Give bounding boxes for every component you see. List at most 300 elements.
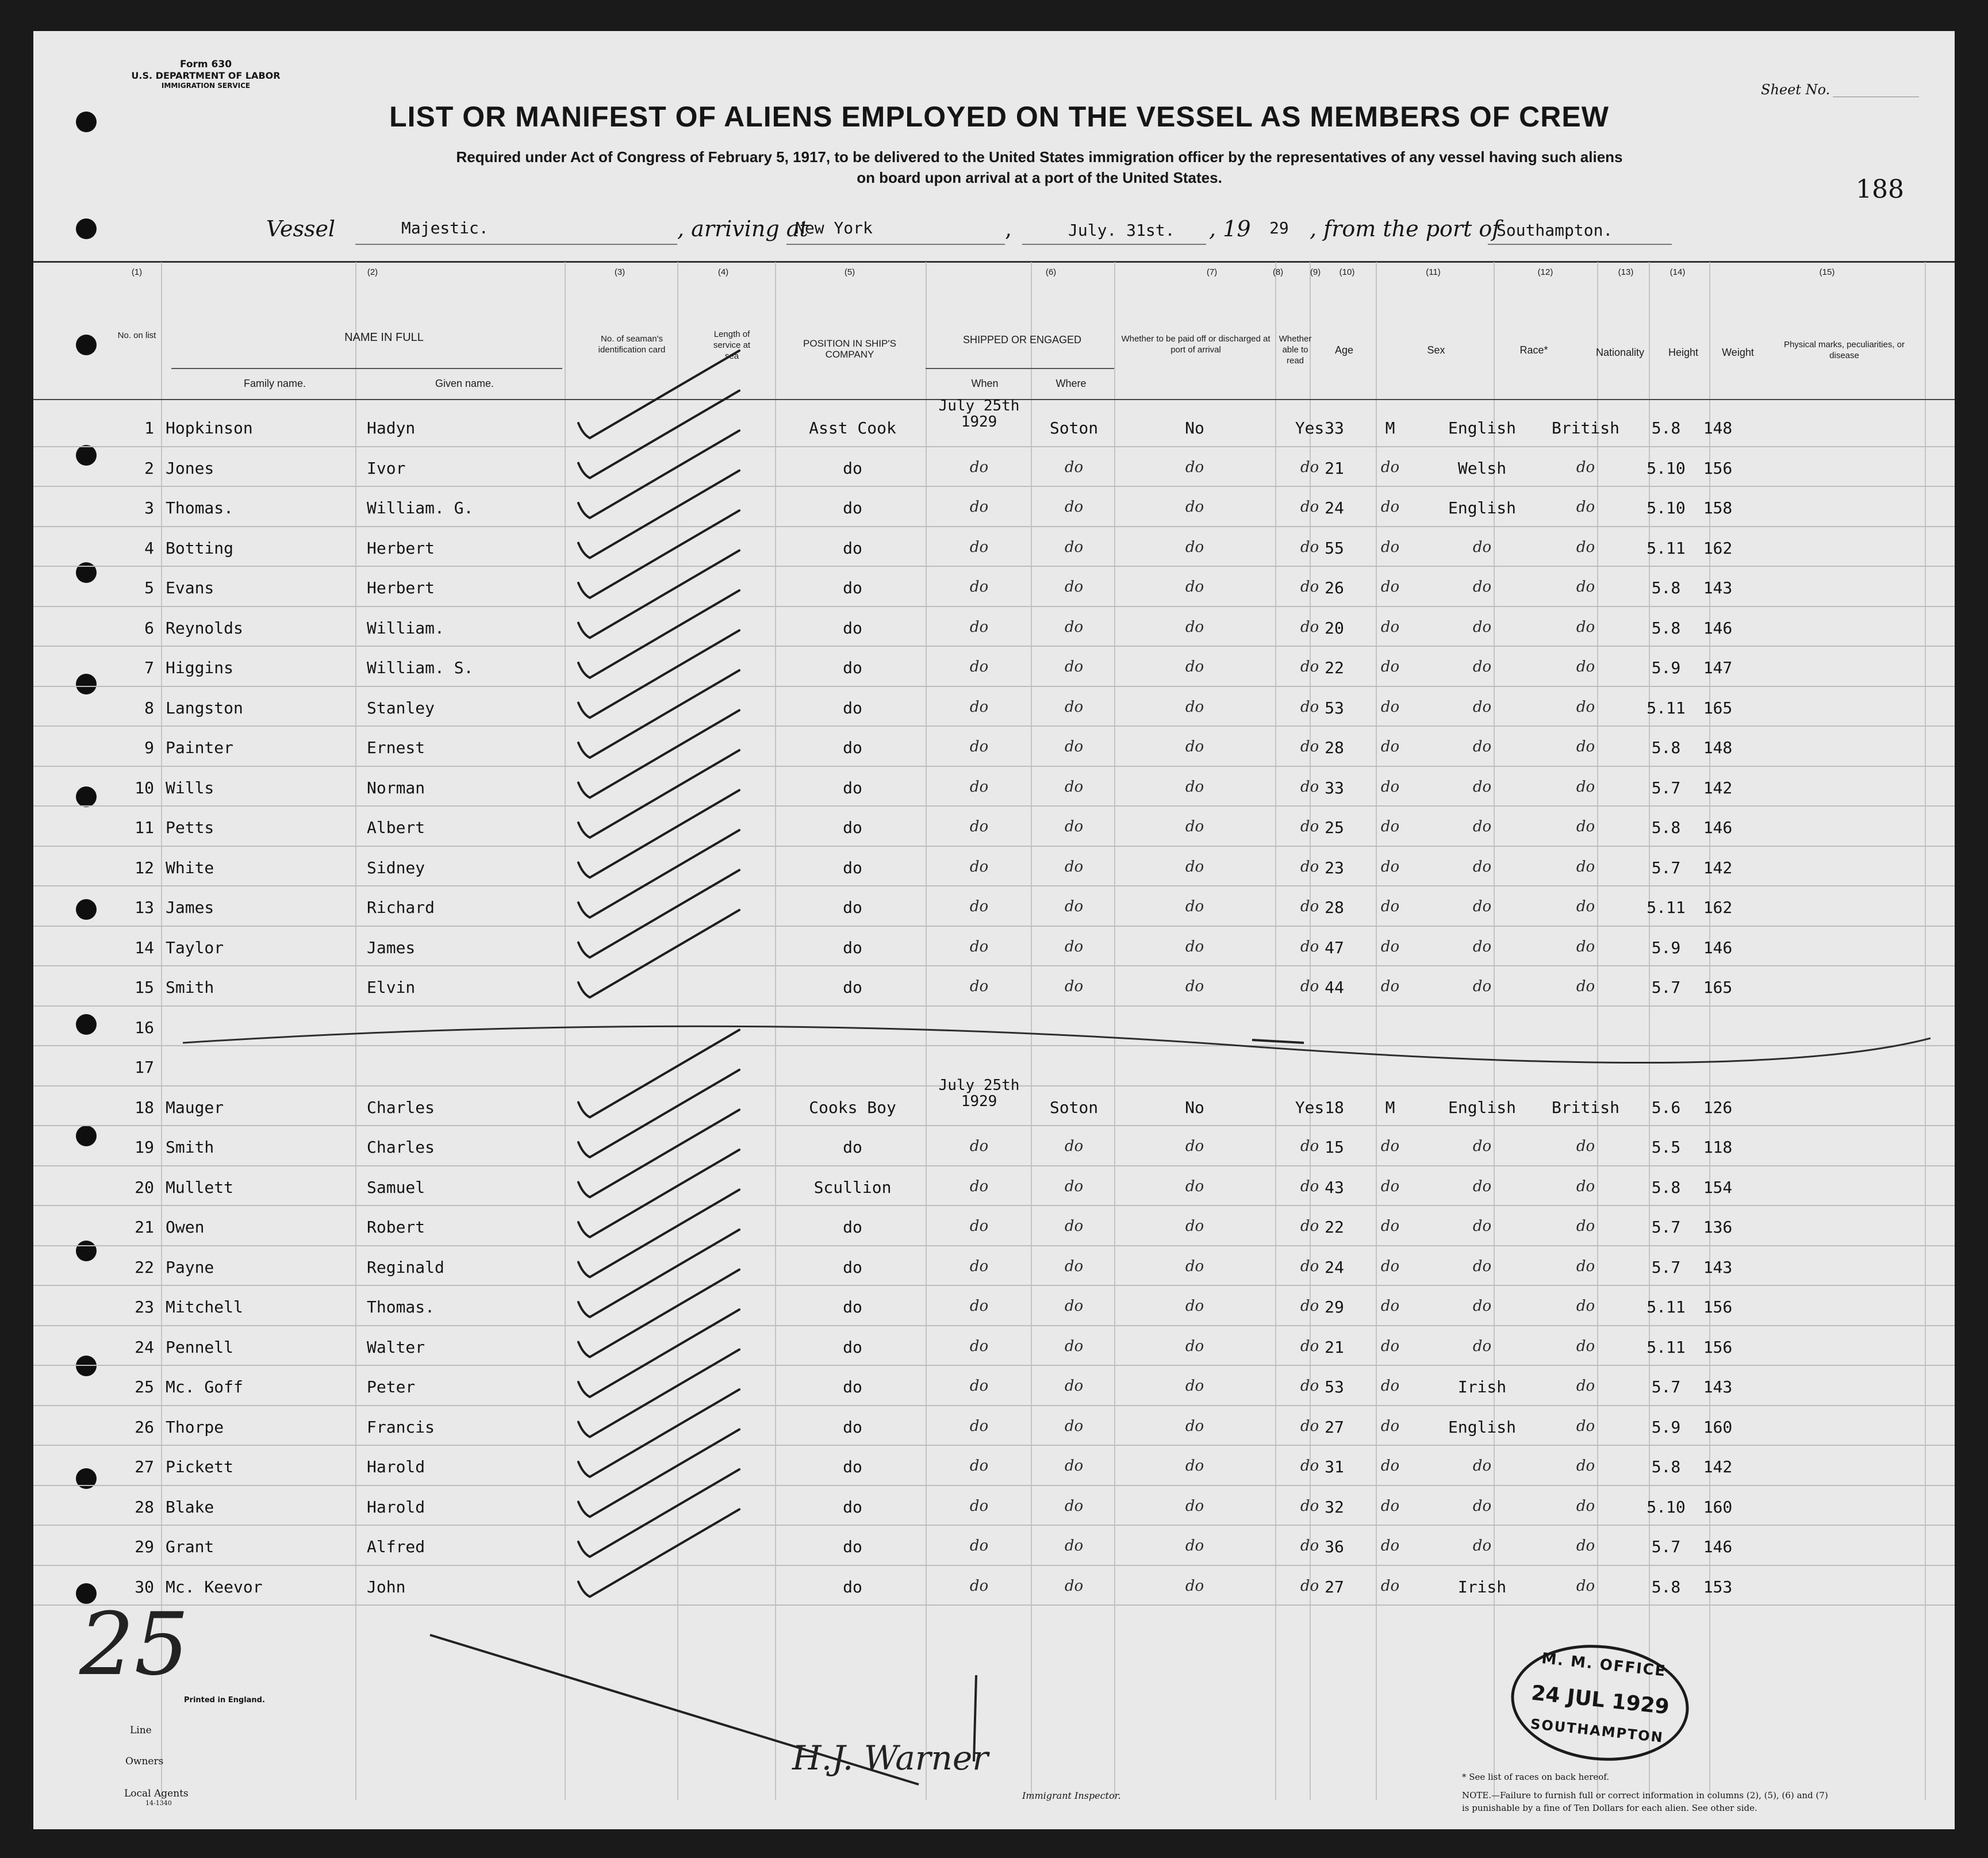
cell-family: Botting bbox=[166, 538, 234, 558]
cell-sex: do bbox=[1380, 898, 1400, 915]
cell-family: Smith bbox=[166, 1138, 214, 1157]
col-num: (8) bbox=[1272, 267, 1284, 277]
arriving-label: , arriving at bbox=[677, 216, 808, 241]
cell-given: Albert bbox=[367, 818, 425, 837]
cell-family: Hopkinson bbox=[166, 419, 253, 437]
cell-family: Mitchell bbox=[166, 1297, 243, 1316]
cell-given: Francis bbox=[367, 1417, 435, 1437]
cell-paid: do bbox=[1185, 978, 1204, 995]
cell-height: 5.10 bbox=[1647, 1497, 1686, 1517]
col-num: (12) bbox=[1537, 267, 1553, 277]
cell-sex: do bbox=[1380, 1177, 1400, 1195]
cell-weight: 126 bbox=[1703, 1097, 1733, 1117]
header-no: No. on list bbox=[117, 331, 156, 340]
cell-no: 16 bbox=[135, 1018, 154, 1037]
cell-when: do bbox=[969, 1177, 989, 1195]
cell-nat: do bbox=[1576, 498, 1595, 516]
cell-where: do bbox=[1064, 698, 1084, 716]
cell-family: Owen bbox=[166, 1218, 205, 1237]
cell-weight: 146 bbox=[1703, 938, 1733, 957]
cell-nat: do bbox=[1576, 658, 1595, 675]
cell-where: do bbox=[1064, 1537, 1084, 1554]
fine-note-2: is punishable by a fine of Ten Dollars for each alien. See other side. bbox=[1462, 1803, 1757, 1813]
cell-nat: do bbox=[1576, 458, 1595, 476]
page-title: LIST OR MANIFEST OF ALIENS EMPLOYED ON THE VESSEL AS MEMBERS OF CREW bbox=[389, 101, 1609, 133]
cell-paid: No bbox=[1185, 1097, 1204, 1117]
cell-nat: do bbox=[1576, 818, 1595, 835]
col-num: (13) bbox=[1618, 267, 1634, 277]
check-mark bbox=[578, 631, 739, 718]
cell-sex: do bbox=[1380, 1257, 1400, 1275]
cell-race: do bbox=[1472, 1537, 1492, 1554]
cell-position: do bbox=[843, 1537, 862, 1556]
col-num: (7) bbox=[1206, 267, 1218, 277]
cell-nat: do bbox=[1576, 538, 1595, 556]
sheet-number: 188 bbox=[1856, 175, 1904, 204]
check-mark bbox=[578, 670, 739, 758]
cell-read: do bbox=[1300, 1497, 1319, 1515]
cell-no: 20 bbox=[135, 1177, 154, 1197]
cell-position: do bbox=[843, 538, 862, 558]
cell-no: 27 bbox=[135, 1457, 154, 1476]
cell-read: do bbox=[1300, 578, 1319, 596]
cell-no: 4 bbox=[144, 538, 154, 558]
cell-height: 5.11 bbox=[1647, 1297, 1686, 1316]
cell-weight: 136 bbox=[1703, 1218, 1733, 1237]
cell-when: do bbox=[969, 578, 989, 596]
cell-given: Ernest bbox=[367, 738, 425, 757]
header-when: When bbox=[971, 378, 999, 389]
cell-given: Stanley bbox=[367, 698, 435, 717]
cell-where: do bbox=[1064, 818, 1084, 835]
check-mark bbox=[578, 910, 739, 997]
cell-weight: 146 bbox=[1703, 818, 1733, 837]
cell-read: do bbox=[1300, 778, 1319, 796]
stamp-date: 24 JUL 1929 bbox=[1530, 1681, 1671, 1719]
cell-family: Blake bbox=[166, 1497, 214, 1517]
cell-race: Welsh bbox=[1457, 458, 1507, 478]
check-mark bbox=[578, 1310, 739, 1397]
cell-read: do bbox=[1300, 818, 1319, 835]
cell-nat: do bbox=[1576, 578, 1595, 596]
cell-sex: do bbox=[1380, 738, 1400, 755]
cell-age: 32 bbox=[1325, 1497, 1344, 1517]
cell-weight: 165 bbox=[1703, 978, 1733, 997]
cell-age: 26 bbox=[1325, 578, 1344, 597]
cell-age: 53 bbox=[1325, 698, 1344, 717]
subtitle-line-2: on board upon arrival at a port of the United States. bbox=[857, 169, 1222, 186]
from-label: , from the port of bbox=[1310, 216, 1500, 241]
cell-paid: do bbox=[1185, 658, 1204, 675]
cell-when: do bbox=[969, 1297, 989, 1315]
check-mark bbox=[578, 830, 739, 918]
cell-read: do bbox=[1300, 698, 1319, 716]
cell-paid: do bbox=[1185, 1417, 1204, 1435]
cell-family: Mc. Goff bbox=[166, 1377, 243, 1396]
cell-sex: do bbox=[1380, 1417, 1400, 1435]
cell-position: do bbox=[843, 1377, 862, 1396]
cell-where: do bbox=[1064, 1257, 1084, 1275]
cell-height: 5.8 bbox=[1651, 419, 1681, 437]
cell-sex: do bbox=[1380, 858, 1400, 876]
cell-sex: do bbox=[1380, 978, 1400, 995]
cell-race: do bbox=[1472, 1218, 1492, 1235]
cell-paid: do bbox=[1185, 458, 1204, 476]
cell-race: do bbox=[1472, 698, 1492, 716]
col-num: (3) bbox=[614, 267, 625, 277]
cell-race: do bbox=[1472, 578, 1492, 596]
col-num: (15) bbox=[1819, 267, 1835, 277]
cell-nat: do bbox=[1576, 738, 1595, 755]
cell-when: do bbox=[969, 738, 989, 755]
cell-position: do bbox=[843, 738, 862, 757]
cell-where: do bbox=[1064, 738, 1084, 755]
cell-age: 55 bbox=[1325, 538, 1344, 558]
col-num: (5) bbox=[844, 267, 855, 277]
col-num: (14) bbox=[1670, 267, 1686, 277]
cell-when: do bbox=[969, 458, 989, 476]
cell-paid: do bbox=[1185, 698, 1204, 716]
cell-sex: do bbox=[1380, 1457, 1400, 1475]
cell-no: 2 bbox=[144, 458, 154, 478]
cell-when: do bbox=[969, 1577, 989, 1595]
cell-where: do bbox=[1064, 1577, 1084, 1595]
cell-paid: do bbox=[1185, 498, 1204, 516]
cell-position: do bbox=[843, 898, 862, 917]
cell-race: English bbox=[1448, 1097, 1516, 1117]
cell-given: Alfred bbox=[367, 1537, 425, 1556]
cell-when: do bbox=[969, 1537, 989, 1554]
check-mark bbox=[578, 590, 739, 678]
cell-where: do bbox=[1064, 778, 1084, 796]
owners-label: Owners bbox=[125, 1756, 164, 1767]
vessel-name: Majestic. bbox=[401, 218, 489, 237]
cell-read: do bbox=[1300, 1417, 1319, 1435]
cell-no: 29 bbox=[135, 1537, 154, 1556]
cell-weight: 146 bbox=[1703, 618, 1733, 638]
cell-weight: 158 bbox=[1703, 498, 1733, 517]
cell-weight: 160 bbox=[1703, 1497, 1733, 1517]
cell-paid: do bbox=[1185, 818, 1204, 835]
cell-family: James bbox=[166, 898, 214, 917]
cell-sex: do bbox=[1380, 658, 1400, 675]
cell-no: 14 bbox=[135, 938, 154, 957]
cell-paid: do bbox=[1185, 1177, 1204, 1195]
check-mark bbox=[578, 711, 739, 798]
cell-where: do bbox=[1064, 1417, 1084, 1435]
cell-weight: 156 bbox=[1703, 1297, 1733, 1316]
cell-weight: 156 bbox=[1703, 1337, 1733, 1357]
cell-age: 23 bbox=[1325, 858, 1344, 877]
col-num: (9) bbox=[1310, 267, 1321, 277]
cell-position: do bbox=[843, 938, 862, 957]
cell-no: 24 bbox=[135, 1337, 154, 1357]
cell-paid: No bbox=[1185, 419, 1204, 437]
cell-when: do bbox=[969, 858, 989, 876]
year-prefix: , 19 bbox=[1209, 216, 1251, 241]
cell-read: do bbox=[1300, 1377, 1319, 1395]
check-mark bbox=[578, 1030, 739, 1118]
cell-sex: do bbox=[1380, 698, 1400, 716]
cell-no: 7 bbox=[144, 658, 154, 677]
cell-height: 5.7 bbox=[1651, 1537, 1681, 1556]
cell-read: do bbox=[1300, 618, 1319, 636]
cell-sex: do bbox=[1380, 1337, 1400, 1355]
cell-weight: 142 bbox=[1703, 778, 1733, 797]
cell-nat: do bbox=[1576, 978, 1595, 995]
cell-race: do bbox=[1472, 1257, 1492, 1275]
cell-no: 8 bbox=[144, 698, 154, 717]
cell-nat: do bbox=[1576, 1257, 1595, 1275]
cell-weight: 118 bbox=[1703, 1138, 1733, 1157]
check-mark bbox=[578, 1070, 739, 1157]
department: U.S. DEPARTMENT OF LABOR bbox=[131, 70, 281, 81]
cell-height: 5.7 bbox=[1651, 1377, 1681, 1396]
cell-family: Langston bbox=[166, 698, 243, 717]
cell-position: do bbox=[843, 778, 862, 797]
cell-read: do bbox=[1300, 738, 1319, 755]
cell-when: do bbox=[969, 818, 989, 835]
cell-no: 19 bbox=[135, 1138, 154, 1157]
cell-where: do bbox=[1064, 978, 1084, 995]
cell-where: do bbox=[1064, 578, 1084, 596]
cell-weight: 143 bbox=[1703, 1257, 1733, 1277]
cell-position: do bbox=[843, 498, 862, 517]
cell-given: Norman bbox=[367, 778, 425, 797]
cell-where: do bbox=[1064, 1177, 1084, 1195]
check-mark bbox=[578, 1230, 739, 1317]
cell-sex: M bbox=[1385, 1097, 1395, 1117]
cell-height: 5.11 bbox=[1647, 1337, 1686, 1357]
cell-height: 5.8 bbox=[1651, 1577, 1681, 1596]
cell-paid: do bbox=[1185, 938, 1204, 955]
handwriting-overlay bbox=[33, 31, 1955, 1829]
vessel-label: Vessel bbox=[266, 216, 336, 241]
cell-weight: 153 bbox=[1703, 1577, 1733, 1596]
cell-no: 15 bbox=[135, 978, 154, 997]
cell-age: 31 bbox=[1325, 1457, 1344, 1476]
cell-height: 5.8 bbox=[1651, 578, 1681, 597]
cell-height: 5.8 bbox=[1651, 1457, 1681, 1476]
manifest-sheet bbox=[33, 31, 1955, 1829]
cell-weight: 160 bbox=[1703, 1417, 1733, 1437]
header-given: Given name. bbox=[435, 378, 494, 389]
cell-paid: do bbox=[1185, 618, 1204, 636]
header-family: Family name. bbox=[243, 378, 306, 389]
cell-when: do bbox=[969, 978, 989, 995]
cell-paid: do bbox=[1185, 1377, 1204, 1395]
cell-height: 5.5 bbox=[1651, 1138, 1681, 1157]
cell-read: do bbox=[1300, 938, 1319, 955]
cell-nat: do bbox=[1576, 1577, 1595, 1595]
cell-nat: do bbox=[1576, 1297, 1595, 1315]
cell-sex: do bbox=[1380, 1577, 1400, 1595]
check-mark bbox=[578, 1430, 739, 1517]
cell-read: do bbox=[1300, 1177, 1319, 1195]
cell-family: Mullett bbox=[166, 1177, 234, 1197]
cell-height: 5.8 bbox=[1651, 618, 1681, 638]
cell-age: 43 bbox=[1325, 1177, 1344, 1197]
arrival-date: July. 31st. bbox=[1068, 221, 1175, 240]
cell-when: do bbox=[969, 1138, 989, 1155]
cell-when: do bbox=[969, 698, 989, 716]
col-num: (6) bbox=[1045, 267, 1057, 277]
cell-weight: 165 bbox=[1703, 698, 1733, 717]
cell-position: do bbox=[843, 858, 862, 877]
cell-read: do bbox=[1300, 1257, 1319, 1275]
cell-no: 30 bbox=[135, 1577, 154, 1596]
cell-where: do bbox=[1064, 1337, 1084, 1355]
cell-race: do bbox=[1472, 1177, 1492, 1195]
sheet-label: Sheet No. bbox=[1761, 82, 1830, 98]
cell-family: Reynolds bbox=[166, 618, 243, 638]
cell-age: 24 bbox=[1325, 1257, 1344, 1277]
cell-read: do bbox=[1300, 978, 1319, 995]
cell-race: do bbox=[1472, 1457, 1492, 1475]
cell-age: 21 bbox=[1325, 1337, 1344, 1357]
check-mark bbox=[578, 431, 739, 518]
cell-position: do bbox=[843, 1257, 862, 1277]
cell-age: 18 bbox=[1325, 1097, 1344, 1117]
check-mark bbox=[578, 1389, 739, 1477]
cell-paid: do bbox=[1185, 1457, 1204, 1475]
check-mark bbox=[578, 1469, 739, 1557]
cell-family: Thorpe bbox=[166, 1417, 224, 1437]
cell-weight: 162 bbox=[1703, 538, 1733, 558]
cell-where: do bbox=[1064, 1377, 1084, 1395]
cell-weight: 148 bbox=[1703, 419, 1733, 437]
stamp-bottom: SOUTHAMPTON bbox=[1529, 1715, 1664, 1746]
cell-race: do bbox=[1472, 1337, 1492, 1355]
col-num: (11) bbox=[1426, 267, 1441, 277]
cell-no: 6 bbox=[144, 618, 154, 638]
cell-read: Yes bbox=[1295, 1097, 1325, 1117]
check-mark bbox=[578, 790, 739, 878]
cell-paid: do bbox=[1185, 1257, 1204, 1275]
cell-nat: British bbox=[1551, 1097, 1619, 1117]
cell-age: 47 bbox=[1325, 938, 1344, 957]
cell-weight: 142 bbox=[1703, 858, 1733, 877]
cell-no: 23 bbox=[135, 1297, 154, 1316]
cell-read: do bbox=[1300, 1457, 1319, 1475]
cell-paid: do bbox=[1185, 858, 1204, 876]
cell-position: do bbox=[843, 1218, 862, 1237]
cell-where: do bbox=[1064, 858, 1084, 876]
cell-race: do bbox=[1472, 1297, 1492, 1315]
cell-read: do bbox=[1300, 538, 1319, 556]
cell-position: do bbox=[843, 1337, 862, 1357]
cell-race: do bbox=[1472, 858, 1492, 876]
cell-weight: 143 bbox=[1703, 578, 1733, 597]
cell-read: do bbox=[1300, 1138, 1319, 1155]
cell-height: 5.11 bbox=[1647, 538, 1686, 558]
cell-when: do bbox=[969, 498, 989, 516]
cell-no: 26 bbox=[135, 1417, 154, 1437]
cell-no: 28 bbox=[135, 1497, 154, 1517]
header-name: NAME IN FULL bbox=[344, 331, 424, 344]
cell-sex: do bbox=[1380, 818, 1400, 835]
cell-given: Thomas. bbox=[367, 1297, 435, 1316]
cell-sex: do bbox=[1380, 778, 1400, 796]
cell-nat: do bbox=[1576, 1218, 1595, 1235]
cell-weight: 147 bbox=[1703, 658, 1733, 677]
cell-sex: do bbox=[1380, 1377, 1400, 1395]
cell-age: 44 bbox=[1325, 978, 1344, 997]
cell-when: do bbox=[969, 1457, 989, 1475]
cell-family: Smith bbox=[166, 978, 214, 997]
cell-age: 53 bbox=[1325, 1377, 1344, 1396]
cell-age: 33 bbox=[1325, 778, 1344, 797]
cell-age: 22 bbox=[1325, 658, 1344, 677]
cell-race: do bbox=[1472, 618, 1492, 636]
header-race: Race* bbox=[1519, 344, 1548, 356]
strike-line bbox=[183, 1026, 1931, 1062]
cell-race: Irish bbox=[1457, 1577, 1507, 1596]
cell-height: 5.9 bbox=[1651, 938, 1681, 957]
cell-read: do bbox=[1300, 1337, 1319, 1355]
header-idcard: No. of seaman's identification card bbox=[598, 334, 666, 355]
cell-family: Painter bbox=[166, 738, 234, 757]
cell-read: do bbox=[1300, 498, 1319, 516]
cell-paid: do bbox=[1185, 578, 1204, 596]
cell-height: 5.6 bbox=[1651, 1097, 1681, 1117]
cell-nat: do bbox=[1576, 858, 1595, 876]
cell-position: do bbox=[843, 618, 862, 638]
check-mark bbox=[578, 351, 739, 438]
cell-nat: do bbox=[1576, 898, 1595, 915]
cell-no: 9 bbox=[144, 738, 154, 757]
form-number: Form 630 bbox=[179, 59, 232, 70]
departure-port: Southampton. bbox=[1496, 221, 1613, 240]
cell-sex: do bbox=[1380, 1537, 1400, 1554]
cell-family: Grant bbox=[166, 1537, 214, 1556]
comma: , bbox=[1005, 216, 1012, 241]
cell-race: English bbox=[1448, 1417, 1516, 1437]
strike-line bbox=[1252, 1040, 1304, 1043]
cell-paid: do bbox=[1185, 898, 1204, 915]
cell-position: Cooks Boy bbox=[809, 1097, 896, 1117]
cell-family: Evans bbox=[166, 578, 214, 597]
cell-sex: do bbox=[1380, 1497, 1400, 1515]
cell-age: 15 bbox=[1325, 1138, 1344, 1157]
check-mark bbox=[578, 870, 739, 958]
cell-given: Harold bbox=[367, 1497, 425, 1517]
cell-where: do bbox=[1064, 498, 1084, 516]
cell-when: July 25th 1929 bbox=[938, 397, 1020, 431]
cell-nat: do bbox=[1576, 1417, 1595, 1435]
cell-position: do bbox=[843, 698, 862, 717]
cell-read: do bbox=[1300, 898, 1319, 915]
cell-when: do bbox=[969, 778, 989, 796]
cell-race: do bbox=[1472, 898, 1492, 915]
handwritten-count: 25 bbox=[79, 1595, 189, 1695]
cell-age: 24 bbox=[1325, 498, 1344, 517]
cell-nat: do bbox=[1576, 618, 1595, 636]
cell-paid: do bbox=[1185, 1138, 1204, 1155]
cell-sex: do bbox=[1380, 938, 1400, 955]
cell-age: 36 bbox=[1325, 1537, 1344, 1556]
cell-no: 11 bbox=[135, 818, 154, 837]
cell-given: Herbert bbox=[367, 538, 435, 558]
cell-where: do bbox=[1064, 938, 1084, 955]
cell-when: do bbox=[969, 658, 989, 675]
cell-position: do bbox=[843, 1457, 862, 1476]
header-length: Length of service at sea bbox=[713, 329, 751, 361]
cell-weight: 162 bbox=[1703, 898, 1733, 917]
header-position: POSITION IN SHIP'S COMPANY bbox=[803, 338, 896, 360]
check-mark bbox=[578, 1110, 739, 1197]
check-mark bbox=[578, 471, 739, 558]
